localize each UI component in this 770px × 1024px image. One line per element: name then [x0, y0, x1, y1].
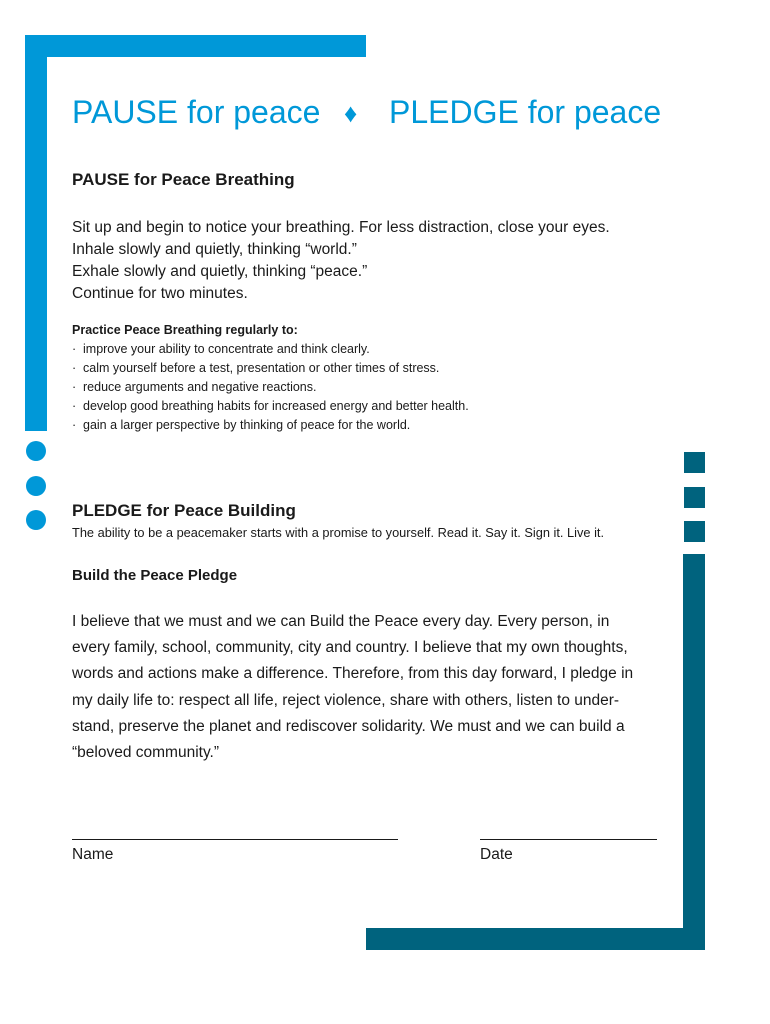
list-item-text: develop good breathing habits for increased energy and better health. — [83, 399, 469, 413]
bullet-mark: · — [72, 399, 77, 413]
pledge-line: words and actions make a difference. Therefore, from this day forward, I pledge in — [72, 665, 634, 683]
decorative-dot — [26, 510, 46, 530]
list-item — [72, 378, 469, 397]
pledge-line: I believe that we must and we can Build the Peace every day. Every person, in — [72, 613, 610, 630]
decorative-dot — [26, 476, 46, 496]
date-label: Date — [480, 846, 513, 863]
breathing-instructions — [72, 217, 610, 305]
date-signature-line[interactable] — [480, 823, 657, 840]
bullet-mark: · — [72, 418, 77, 432]
top-left-frame-bar — [25, 35, 366, 57]
decorative-square — [684, 521, 705, 542]
pledge-line: stand, preserve the planet and rediscover solidarity. We must and we can build a — [72, 717, 625, 735]
bullet-mark: · — [72, 342, 77, 356]
name-signature-line[interactable] — [72, 823, 398, 840]
building-subtitle: The ability to be a peacemaker starts with a promise to yourself. Read it. Say it. Sign it. Live it. — [72, 525, 605, 540]
pledge-heading: Build the Peace Pledge — [72, 567, 238, 584]
bottom-right-frame-bar — [366, 928, 705, 950]
list-item — [72, 359, 469, 378]
title-pause: PAUSE for peace — [72, 94, 321, 130]
page-title — [72, 94, 672, 138]
pledge-text — [72, 609, 672, 766]
pledge-line: every family, school, community, city and country. I believe that my own thoughts, — [72, 639, 628, 657]
list-item-text: gain a larger perspective by thinking of peace for the world. — [83, 418, 411, 432]
right-frame-bar — [683, 554, 705, 949]
instruction-line: Sit up and begin to notice your breathing. For less distraction, close your eyes. — [72, 219, 610, 236]
decorative-square — [684, 452, 705, 473]
list-item-text: improve your ability to concentrate and think clearly. — [83, 342, 370, 356]
building-heading: PLEDGE for Peace Building — [72, 501, 296, 520]
pledge-line: my daily life to: respect all life, reject violence, share with others, listen to under- — [72, 691, 620, 709]
list-item — [72, 397, 469, 416]
list-item — [72, 340, 469, 359]
practice-heading: Practice Peace Breathing regularly to: — [72, 323, 298, 337]
instruction-line: Inhale slowly and quietly, thinking “world.” — [72, 241, 357, 258]
bullet-mark: · — [72, 380, 77, 394]
list-item-text: reduce arguments and negative reactions. — [83, 380, 317, 394]
left-frame-bar — [25, 35, 47, 431]
breathing-heading: PAUSE for Peace Breathing — [72, 170, 295, 189]
decorative-dot — [26, 441, 46, 461]
bullet-mark: · — [72, 361, 77, 375]
list-item-text: calm yourself before a test, presentation or other times of stress. — [83, 361, 440, 375]
practice-list — [72, 340, 469, 435]
instruction-line: Continue for two minutes. — [72, 285, 248, 302]
instruction-line: Exhale slowly and quietly, thinking “peace.” — [72, 263, 368, 280]
practice-section — [72, 321, 469, 435]
diamond-icon: ♦ — [344, 98, 358, 128]
list-item — [72, 416, 469, 435]
pledge-line: “beloved community.” — [72, 744, 220, 762]
name-label: Name — [72, 846, 114, 863]
title-pledge: PLEDGE for peace — [389, 94, 662, 130]
decorative-square — [684, 487, 705, 508]
